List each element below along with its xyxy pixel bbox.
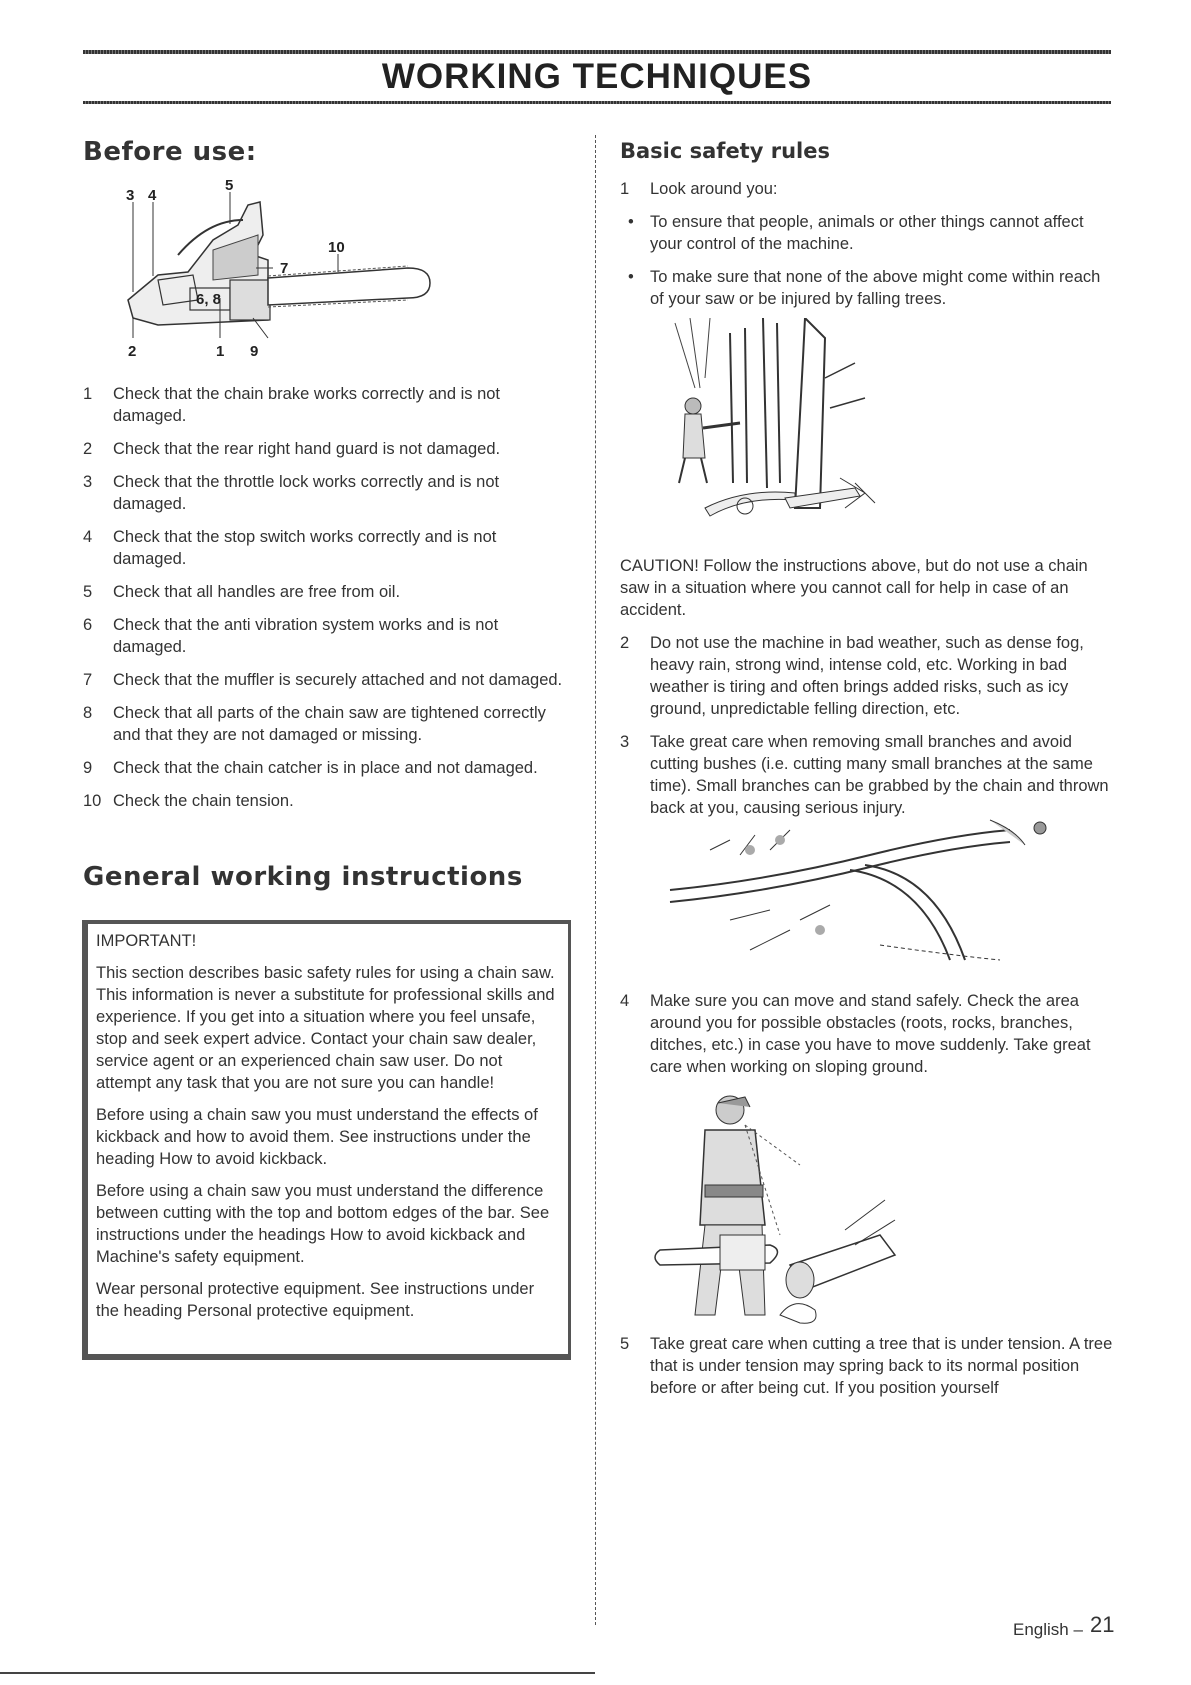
list-item: 7 Check that the muffler is securely attached and not damaged.	[83, 671, 563, 689]
list-item: 2 Check that the rear right hand guard is not damaged.	[83, 440, 501, 458]
list-item: 5 Take great care when cutting a tree that is under tension. A tree that is under tension may spring back to its normal position before or after being cut. If you position yourself	[620, 1335, 1113, 1397]
list-item: • To make sure that none of the above might come within reach of your saw or be injured by falling trees.	[628, 268, 1101, 308]
figure-label-10: 10	[328, 239, 345, 256]
header-rule-bottom	[83, 101, 1111, 104]
safety-rule-4-list	[620, 990, 1115, 1089]
important-paragraph: Before using a chain saw you must understand the effects of kickback and how to avoid them. See instructions under the heading How to avoid kickback.	[96, 1106, 538, 1168]
list-item: 2 Do not use the machine in bad weather, such as dense fog, heavy rain, strong wind, intense cold, etc. Working in bad weather is tiring and often brings added risks, such as icy ground, unpredictable felling direction, etc.	[620, 634, 1084, 718]
list-item: 9 Check that the chain catcher is in place and not damaged.	[83, 759, 538, 777]
before-use-heading: Before use:	[83, 137, 257, 167]
list-item: 3 Check that the throttle lock works correctly and is not damaged.	[83, 473, 500, 513]
safety-rules-2-3-list	[620, 632, 1115, 830]
figure-label-3: 3	[126, 187, 135, 204]
footer-rule	[0, 1672, 595, 1674]
list-item: 4 Check that the stop switch works correctly and is not damaged.	[83, 528, 497, 568]
list-item: 3 Take great care when removing small branches and avoid cutting bushes (i.e. cutting many small branches at the same time). Small branches can be grabbed by the chain and thrown back at you, causing serious injury.	[620, 733, 1109, 817]
list-item: 4 Make sure you can move and stand safely. Check the area around you for possible obstacles (roots, rocks, branches, ditches, etc.) in case you have to move suddenly. Take great care when working on sloping ground.	[620, 992, 1091, 1076]
safety-rule-1-list	[620, 178, 1115, 321]
basic-safety-rules-heading: Basic safety rules	[620, 139, 830, 163]
figure-label-2: 2	[128, 343, 137, 360]
caution-text: CAUTION! Follow the instructions above, but do not use a chain saw in a situation where you cannot call for help in case of an accident.	[620, 557, 1088, 619]
page-title: WORKING TECHNIQUES	[381, 57, 813, 96]
figure-label-7: 7	[280, 260, 289, 277]
operator-illustration	[650, 1085, 920, 1330]
column-divider	[595, 135, 596, 1625]
important-notice-box	[82, 920, 571, 1360]
important-paragraph: Wear personal protective equipment. See instructions under the heading Personal protective equipment.	[96, 1280, 535, 1320]
important-paragraph: Before using a chain saw you must understand the difference between cutting with the top and bottom edges of the bar. See instructions under the headings How to avoid kickback and Machine's safety equipment.	[96, 1182, 550, 1266]
figure-label-5: 5	[225, 180, 234, 194]
list-item: 5 Check that all handles are free from oil.	[83, 583, 401, 601]
important-title: IMPORTANT!	[96, 932, 197, 950]
list-item: 8 Check that all parts of the chain saw are tightened correctly and that they are not damaged or missing.	[83, 704, 546, 744]
before-use-list	[83, 383, 573, 823]
important-paragraph: This section describes basic safety rules for using a chain saw. This information is never a substitute for professional skills and experience. If you get into a situation where you feel unsafe, stop and seek expert advice. Contact your chain saw dealer, service agent or an experienced chain saw user. Do not attempt any task that you are not sure you can handle!	[96, 964, 555, 1092]
list-item: 1 Check that the chain brake works correctly and is not damaged.	[83, 385, 501, 425]
footer-language: English –	[1013, 1620, 1083, 1639]
general-instructions-heading: General working instructions	[83, 862, 523, 892]
header-rule-top	[83, 50, 1111, 54]
safety-rule-5-list	[620, 1333, 1115, 1410]
figure-label-1: 1	[216, 343, 225, 360]
chainsaw-parts-figure	[118, 180, 438, 370]
list-item: 1 Look around you:	[620, 180, 778, 198]
figure-label-9: 9	[250, 343, 259, 360]
forest-felling-illustration	[665, 318, 905, 548]
list-item: 6 Check that the anti vibration system works and is not damaged.	[83, 616, 499, 656]
page-number: 21	[1090, 1612, 1115, 1637]
list-item: 10 Check the chain tension.	[83, 792, 294, 810]
branches-illustration	[650, 810, 1090, 970]
figure-label-4: 4	[148, 187, 157, 204]
list-item: • To ensure that people, animals or other things cannot affect your control of the machine.	[628, 213, 1084, 253]
figure-label-6-8: 6, 8	[196, 291, 222, 308]
